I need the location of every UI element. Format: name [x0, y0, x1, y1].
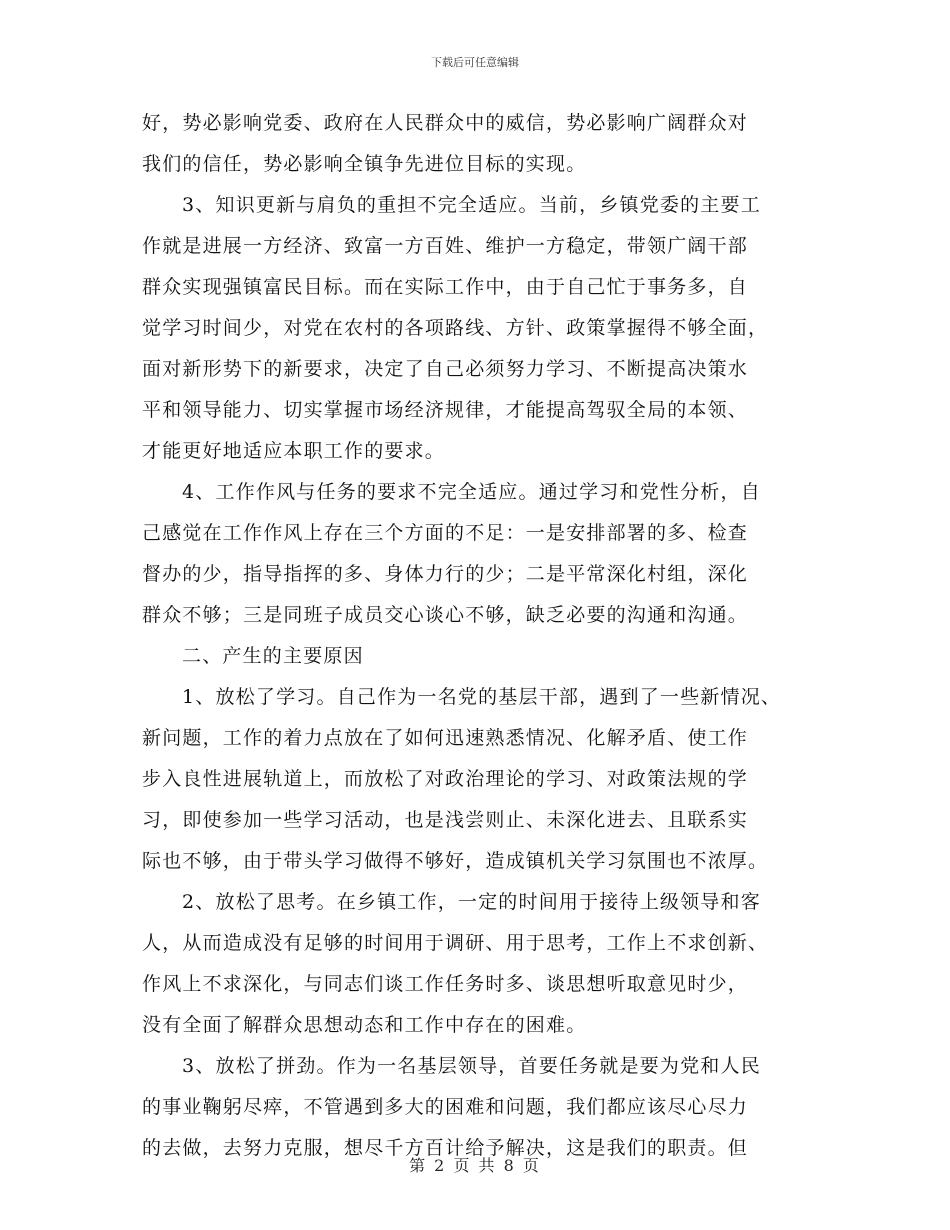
text-line: 步入良性进展轨道上，而放松了对政治理论的学习、对政策法规的学	[142, 768, 749, 790]
text-line: 督办的少，指导指挥的多、身体力行的少；二是平常深化村组，深化	[142, 563, 749, 585]
page-number-footer: 第 2 页 共 8 页	[409, 1156, 541, 1175]
text-line: 面对新形势下的新要求，决定了自己必须努力学习、不断提高决策水	[142, 358, 749, 380]
text-line: 好，势必影响党委、政府在人民群众中的威信，势必影响广阔群众对	[142, 112, 749, 134]
text-line: 习，即使参加一些学习活动，也是浅尝则止、未深化进去、且联系实	[142, 809, 749, 831]
text-line: 才能更好地适应本职工作的要求。	[142, 440, 446, 462]
text-line: 群众不够；三是同班子成员交心谈心不够，缺乏必要的沟通和沟通。	[142, 604, 749, 626]
text-line: 际也不够，由于带头学习做得不够好，造成镇机关学习氛围也不浓厚。	[142, 850, 769, 872]
text-line: 的去做，去努力克服，想尽千方百计给予解决，这是我们的职责。但	[142, 1137, 749, 1159]
text-line: 1、放松了学习。自己作为一名党的基层干部，遇到了一些新情况、	[182, 686, 782, 708]
text-line: 的事业鞠躬尽瘁，不管遇到多大的困难和问题，我们都应该尽心尽力	[142, 1096, 749, 1118]
text-line: 作风上不求深化，与同志们谈工作任务时多、谈思想听取意见时少，	[142, 973, 749, 995]
text-line: 群众实现强镇富民目标。而在实际工作中，由于自己忙于事务多，自	[142, 276, 749, 298]
text-line: 平和领导能力、切实掌握市场经济规律，才能提高驾驭全局的本领、	[142, 399, 749, 421]
text-line: 没有全面了解群众思想动态和工作中存在的困难。	[142, 1014, 587, 1036]
text-line: 4、工作作风与任务的要求不完全适应。通过学习和党性分析，自	[182, 481, 761, 503]
text-line: 己感觉在工作作风上存在三个方面的不足：一是安排部署的多、检查	[142, 522, 749, 544]
text-line: 新问题，工作的着力点放在了如何迅速熟悉情况、化解矛盾、使工作	[142, 727, 749, 749]
text-line: 作就是进展一方经济、致富一方百姓、维护一方稳定，带领广阔干部	[142, 235, 749, 257]
text-line: 觉学习时间少，对党在农村的各项路线、方针、政策掌握得不够全面，	[142, 317, 769, 339]
text-line: 二、产生的主要原因	[182, 645, 364, 667]
text-line: 2、放松了思考。在乡镇工作，一定的时间用于接待上级领导和客	[182, 891, 761, 913]
text-line: 3、放松了拼劲。作为一名基层领导，首要任务就是要为党和人民	[182, 1055, 761, 1077]
text-line: 我们的信任，势必影响全镇争先进位目标的实现。	[142, 153, 587, 175]
document-body	[142, 103, 822, 1169]
page-header: 下载后可任意编辑	[431, 56, 519, 69]
text-line: 人，从而造成没有足够的时间用于调研、用于思考，工作上不求创新、	[142, 932, 769, 954]
text-line: 3、知识更新与肩负的重担不完全适应。当前，乡镇党委的主要工	[182, 194, 761, 216]
